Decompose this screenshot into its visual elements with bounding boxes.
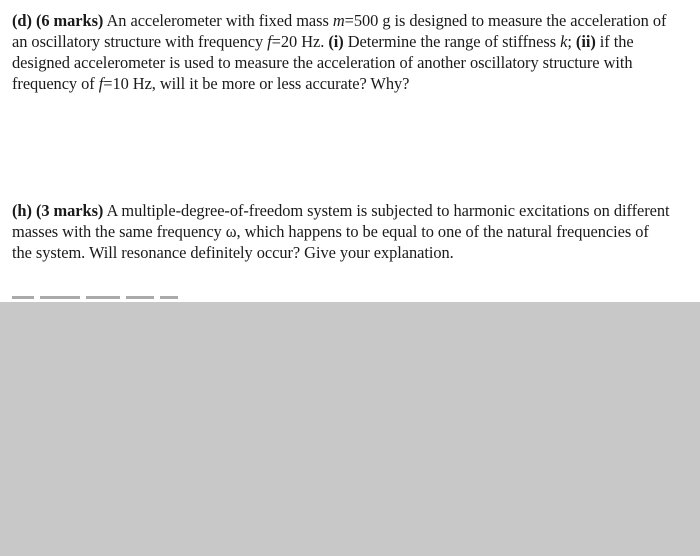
question-d-label: (d) [12, 11, 32, 30]
variable-f: f [267, 32, 272, 51]
question-d-text-7: =10 Hz, will it be more or less accurate? Why? [103, 74, 410, 93]
question-d-marks: (6 marks) [35, 11, 104, 30]
variable-f-second: f [98, 74, 104, 93]
question-h-label: (h) [12, 201, 32, 220]
gray-overlay-block [0, 302, 700, 556]
question-d [12, 10, 672, 94]
question-d-text-2: =500 g is designed to measure the acceleration of an oscillatory structure with frequency [12, 11, 667, 51]
variable-k: k [560, 32, 568, 51]
question-h [12, 200, 672, 263]
question-d-text-1: An accelerometer with fixed mass [103, 11, 333, 30]
question-d-text-5: ; [567, 32, 576, 51]
variable-m: m [332, 11, 345, 30]
question-h-marks: (3 marks) [35, 201, 104, 220]
part-ii-label: (ii) [575, 32, 596, 51]
part-i-label: (i) [328, 32, 344, 51]
question-d-text-4: Determine the range of stiffness [343, 32, 561, 51]
question-d-text-3: =20 Hz. [271, 32, 329, 51]
question-d-text-6: if the designed accelerometer is used to measure the acceleration of another oscillatory structure with frequency of [12, 32, 634, 93]
cut-off-text-remnant [12, 296, 212, 301]
question-h-text: A multiple-degree-of-freedom system is subjected to harmonic excitations on different masses with the same frequency ω, which happens to be equal to one of the natural frequencies of the system. Will resonance definitely occur? Give your explanation. [12, 201, 670, 262]
